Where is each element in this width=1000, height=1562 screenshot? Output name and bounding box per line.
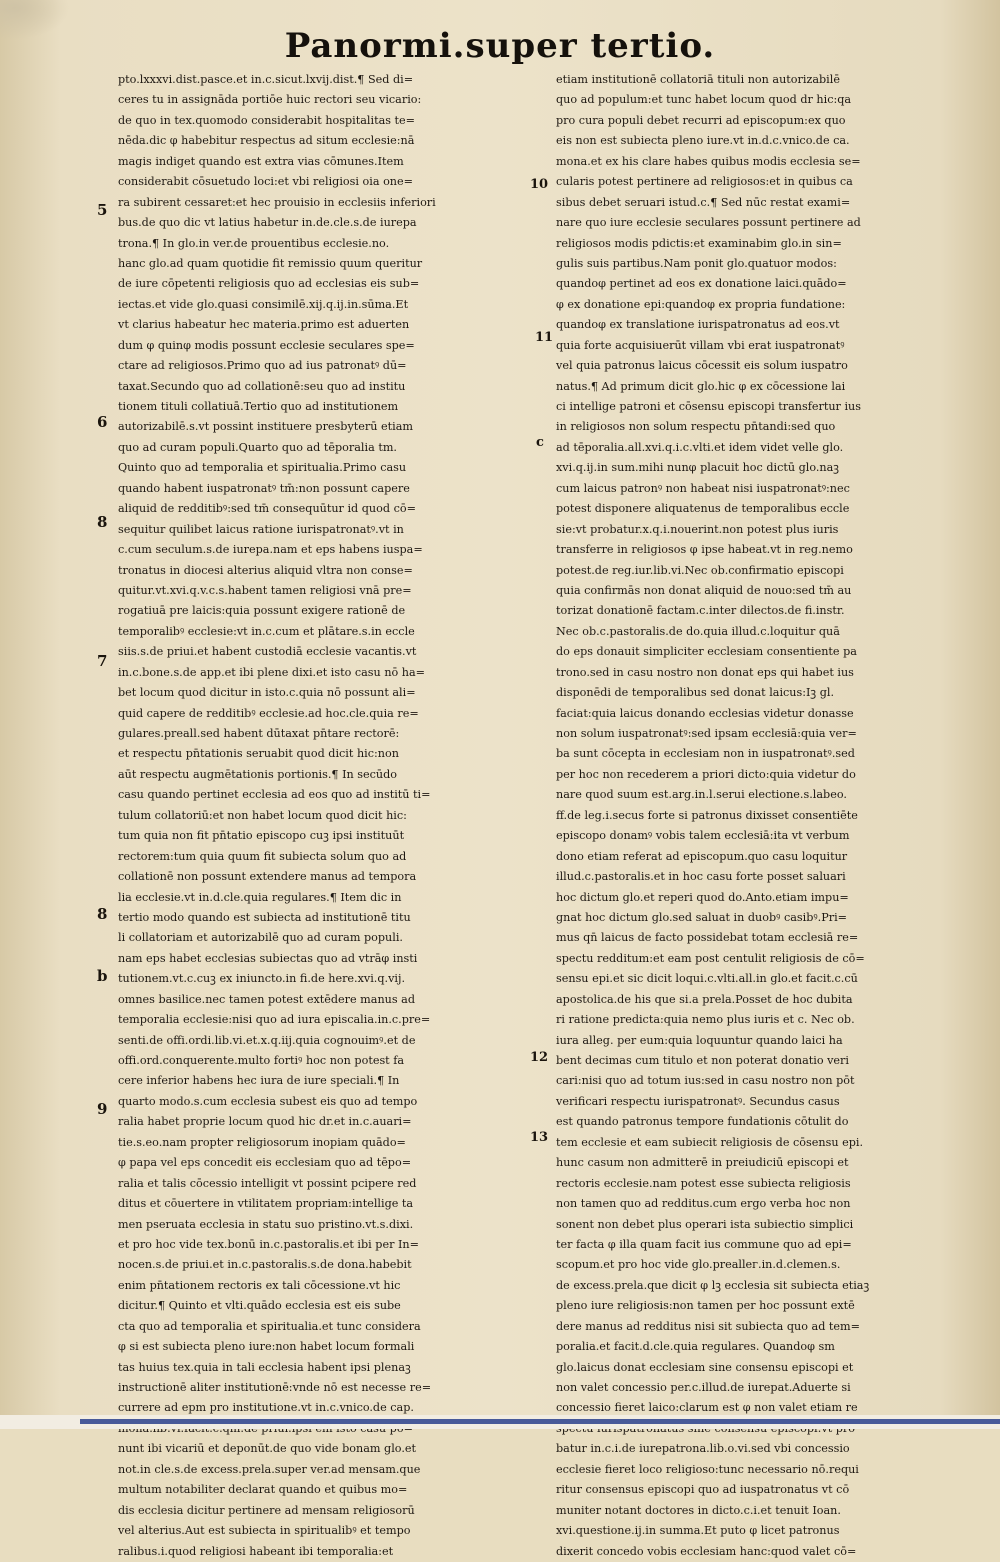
text-line: gulares.preall.sed habent dūtaxat pn̄tare rectorē: [118, 727, 400, 740]
text-line: φ papa vel eps concedit eis ecclesiam quo ad tēpo= [118, 1156, 412, 1170]
text-line: glo.laicus donat ecclesiam sine consensu episcopi et [556, 1360, 854, 1374]
text-line: quid capere de redditibꝰ ecclesie.ad hoc.cle.quia re= [118, 706, 419, 720]
text-line: non solum iuspatronatꝰ:sed ipsam ecclesiā:quia ver= [556, 727, 857, 740]
text-line: tem ecclesie et eam subiecit religiosis de cōsensu epi. [556, 1135, 864, 1149]
text-line: multum notabiliter declarat quando et quibus mo= [118, 1483, 408, 1497]
text-line: quitur.vt.xvi.q.v.c.s.habent tamen religiosi vnā pre= [118, 583, 412, 597]
text-line: transferre in religiosos φ ipse habeat.vt in reg.nemo [556, 543, 853, 557]
text-line: et respectu pn̄tationis seruabit quod dicit hic:non [118, 747, 399, 761]
text-line: senti.de offi.ordi.lib.vi.et.x.q.iij.quia cognouimꝰ.et de [118, 1033, 416, 1047]
text-line: tum quia non fit pn̄tatio episcopo cuꝫ ipsi instituūt [118, 829, 405, 843]
text-line: ecclesie fieret loco religioso:tunc necessario nō.requi [556, 1462, 859, 1476]
text-line: dere manus ad redditus nisi sit subiecta quo ad tem= [556, 1319, 861, 1333]
text-line: ralia et talis cōcessio intelligit vt possint pcipere red [118, 1176, 417, 1190]
text-line: sie:vt probatur.x.q.i.nouerint.non potest plus iuris [556, 522, 839, 536]
text-line: non valet concessio per.c.illud.de iurepat.Aduerte si [556, 1381, 851, 1394]
text-line: dis ecclesia dicitur pertinere ad mensam religiosorū [118, 1503, 415, 1517]
text-line: tutionem.vt.c.cuꝫ ex iniuncto.in fi.de here.xvi.q.vij. [118, 972, 406, 986]
text-line: currere ad epm pro institutione.vt in.c.vnico.de cap. [118, 1401, 414, 1415]
text-line: temporalibꝰ ecclesie:vt in.c.cum et plātare.s.in eccle [118, 624, 415, 638]
text-line: scopum.et pro hoc vide glo.preallег.in.d.clemen.s. [556, 1258, 841, 1272]
text-line: φ si est subiecta pleno iure:non habet locum formali [118, 1340, 415, 1354]
text-line: aliquid de redditibꝰ:sed tm̄ consequūtur id quod cō= [118, 502, 416, 516]
text-line: Nec ob.c.pastoralis.de do.quia illud.c.loquitur quā [556, 624, 840, 638]
text-line: bent decimas cum titulo et non poterat donatio veri [556, 1054, 849, 1067]
text-line: ra subirent cessaret:et hec prouisio in ecclesiis inferiori [118, 195, 436, 209]
text-line: quia forte acquisiuerūt villam vbi erat iuspatronatꝰ [556, 338, 845, 352]
text-line: rectoris ecclesie.nam potest esse subiecta religiosis [556, 1176, 851, 1190]
text-line: ba sunt cōcepta in ecclesiam non in iuspatronatꝰ.sed [556, 747, 855, 761]
text-line: sequitur quilibet laicus ratione iurispatronatꝰ.vt in [118, 522, 404, 536]
margin-letter: c [536, 435, 544, 450]
running-head: Panormi.super tertio. [284, 26, 716, 66]
text-line: lia ecclesie.vt in.d.cle.quia regulares.¶ Item dic in [118, 890, 402, 904]
margin-numeral: 11 [535, 330, 554, 345]
text-line: tas huius tex.quia in tali ecclesia habent ipsi plenaꝫ [118, 1360, 411, 1374]
text-line: de quo in tex.quomodo considerabit hospitalitas te= [118, 113, 416, 127]
text-line: tie.s.eo.nam propter religiosorum inopiam quādo= [118, 1135, 406, 1149]
text-line: omnes basilice.nec tamen potest extēdere manus ad [118, 992, 415, 1006]
margin-numeral: 8 [97, 905, 108, 923]
text-line: hanc glo.ad quam quotidie fit remissio quum queritur [118, 256, 423, 270]
text-line: nam eps habet ecclesias subiectas quo ad vtrāφ insti [118, 951, 418, 965]
text-line: considerabit cōsuetudo loci:et vbi religiosi oia one= [118, 175, 414, 189]
text-line: sibus debet seruari istud.c.¶ Sed nūc restat exami= [556, 195, 851, 209]
text-line: not.in cle.s.de excess.prela.super ver.ad mensam.que [118, 1462, 421, 1476]
text-line: trona.¶ In glo.in ver.de prouentibus ecclesie.no. [118, 236, 390, 250]
text-line: taxat.Secundo quo ad collationē:seu quo ad institu [118, 379, 406, 393]
text-line: natus.¶ Ad primum dicit glo.hic φ ex cōcessione lai [556, 379, 846, 393]
margin-numeral: 5 [97, 201, 108, 219]
text-line: de excess.prela.que dicit φ lꝫ ecclesia sit subiecta etiaꝫ [556, 1278, 870, 1292]
text-line: mus qn̄ laicus de facto possidebat totam ecclesiā re= [556, 931, 859, 945]
text-line: in.c.bone.s.de app.et ibi plene dixi.et isto casu nō ha= [118, 665, 426, 679]
text-line: nare quo iure ecclesie seculares possunt pertinere ad [556, 216, 861, 230]
text-line: cari:nisi quo ad totum ius:sed in casu nostro non pōt [556, 1074, 855, 1088]
text-line: poralia.et facit.d.cle.quia regulares. Quandoφ sm [556, 1340, 835, 1354]
text-line: cularis potest pertinere ad religiosos:et in quibus ca [556, 175, 853, 189]
text-line: quia confirmās non donat aliquid de nouo:sed tm̄ au [556, 583, 852, 597]
text-line: sensu epi.et sic dicit loqui.c.vlti.all.in glo.et facit.c.cū [556, 972, 858, 986]
text-line: cta quo ad temporalia et spiritualia.et tunc considera [118, 1319, 421, 1333]
text-line: tronatus in diocesi alterius aliquid vltra non conse= [118, 563, 413, 577]
text-line: xvi.q.ij.in sum.mihi nunφ placuit hoc dictū glo.naꝫ [556, 461, 840, 475]
text-line: quando habent iuspatronatꝰ tm̄:non possunt capere [118, 481, 410, 495]
text-line: trono.sed in casu nostro non donat eps qui habet ius [556, 665, 854, 679]
text-line: etiam institutionē collatoriā tituli non autorizabilē [556, 73, 840, 86]
text-line: do eps donauit simpliciter ecclesiam consentiente pa [556, 645, 857, 659]
text-line: bus.de quo dic vt latius habetur in.de.cle.s.de iurepa [118, 216, 417, 230]
text-line: hunc casum non admitterē in preiudiciū episcopi et [556, 1156, 849, 1170]
text-line: offi.ord.conquerente.multo fortiꝰ hoc non potest fa [118, 1054, 405, 1067]
text-line: quandoφ pertinet ad eos ex donatione laici.quādo= [556, 277, 847, 291]
text-line: casu quando pertinet ecclesia ad eos quo ad institū ti= [118, 788, 431, 802]
text-line: quandoφ ex translatione iurispatronatus ad eos.vt [556, 318, 840, 332]
text-line: temporalia ecclesie:nisi quo ad iura episcalia.in.c.pre= [118, 1013, 431, 1027]
text-line: nunt ibi vicariū et deponūt.de quo vide bonam glo.et [118, 1442, 416, 1456]
text-line: nocen.s.de priui.et in.c.pastoralis.s.de dona.habebit [118, 1258, 412, 1272]
margin-numeral: 6 [97, 413, 108, 431]
text-line: apostolica.de his que si.a prela.Posset de hoc dubita [556, 992, 853, 1006]
text-line: hoc dictum glo.et reperi quod do.Anto.etiam impu= [556, 890, 849, 904]
text-line: enim pn̄tationem rectoris ex tali cōcessione.vt hic [118, 1278, 401, 1292]
text-line: de iure cōpetenti religiosis quo ad ecclesias eis sub= [118, 277, 420, 291]
text-line: illud.c.pastoralis.et in hoc casu forte posset saluari [556, 870, 846, 884]
text-line: Quinto quo ad temporalia et spiritualia.Primo casu [118, 461, 407, 475]
text-line: pto.lxxxvi.dist.pasce.et in.c.sicut.lxvij.dist.¶ Sed di= [118, 73, 414, 86]
text-line: pleno iure religiosis:non tamen per hoc possunt extē [556, 1299, 855, 1313]
text-line: eis non est subiecta pleno iure.vt in.d.c.vnico.de ca. [556, 134, 850, 148]
text-line: dono etiam referat ad episcopum.quo casu loquitur [556, 849, 848, 863]
text-line: men pseruata ecclesia in statu suo pristino.vt.s.dixi. [118, 1217, 414, 1231]
text-line: spectu redditum:et eam post centulit religiosis de cō= [556, 951, 865, 965]
text-line: ri ratione predicta:quia nemo plus iuris et c. Nec ob. [556, 1013, 855, 1027]
text-line: quo ad populum:et tunc habet locum quod dr hic:qa [556, 93, 852, 107]
text-line: mona.et ex his clare habes quibus modis ecclesia se= [556, 154, 861, 168]
text-line: ci intellige patroni et cōsensu episcopi transfertur ius [556, 400, 861, 413]
margin-numeral: 7 [97, 652, 108, 670]
text-line: per hoc non recederem a priori dicto:quia videtur do [556, 767, 856, 781]
text-line: vel alterius.Aut est subiecta in spiritualibꝰ et tempo [118, 1524, 411, 1538]
text-line: potest disponere aliquatenus de temporalibus eccle [556, 502, 850, 516]
text-line: vt clarius habeatur hec materia.primo est aduerten [118, 318, 410, 332]
page-bottom-edge [0, 1415, 1000, 1429]
text-line: ff.de leg.i.secus forte si patronus dixisset consentiēte [556, 808, 858, 822]
text-line: verificari respectu iurispatronatꝰ. Secundus casus [556, 1094, 840, 1108]
text-line: in religiosos non solum respectu pn̄tandi:sed quo [556, 420, 836, 434]
margin-letter: b [97, 967, 108, 985]
margin-numeral: 12 [530, 1050, 549, 1065]
text-line: ditus et cōuertere in vtilitatem propriam:intellige ta [118, 1197, 414, 1211]
left-text-column [118, 70, 530, 1558]
text-line: concessio fieret laico:clarum est φ non valet etiam re [556, 1401, 858, 1415]
text-line: nēda.dic φ habebitur respectus ad situm ecclesie:nā [118, 134, 415, 148]
text-line: aūt respectu augmētationis portionis.¶ In secūdo [118, 767, 397, 781]
text-line: iectas.et vide glo.quasi consimilē.xij.q.ij.in.sūma.Et [118, 297, 409, 311]
margin-numeral: 8 [97, 513, 108, 531]
text-line: magis indiget quando est extra vias cōmunes.Item [118, 154, 404, 168]
text-line: xvi.questione.ij.in summa.Et puto φ licet patronus [556, 1524, 840, 1538]
text-line: tertio modo quando est subiecta ad institutionē titu [118, 910, 411, 924]
text-line: tionem tituli collatiuā.Tertio quo ad institutionem [118, 400, 399, 413]
text-line: bet locum quod dicitur in isto.c.quia nō possunt ali= [118, 686, 416, 700]
text-line: ctare ad religiosos.Primo quo ad ius patronatꝰ dū= [118, 359, 407, 373]
right-text-column [556, 70, 980, 1558]
text-line: dicitur.¶ Quinto et vlti.quādo ecclesia est eis sube [118, 1299, 401, 1313]
text-line: muniter notant doctores in dicto.c.i.et tenuit Ioan. [556, 1503, 841, 1517]
text-line: collationē non possunt extendere manus ad tempora [118, 870, 417, 884]
text-line: ad tēporalia.all.xvi.q.i.c.vlti.et idem videt velle glo. [556, 440, 844, 454]
text-line: episcopo donamꝰ vobis talem ecclesiā:ita vt verbum [556, 829, 850, 843]
text-line: gnat hoc dictum glo.sed saluat in duobꝰ casibꝰ.Pri= [556, 910, 848, 924]
text-line: torizat donationē factam.c.inter dilectos.de fi.instr. [556, 604, 845, 618]
text-line: dum φ quinφ modis possunt ecclesie seculares spe= [118, 338, 415, 352]
text-line: φ ex donatione epi:quandoφ ex propria fundatione: [556, 297, 846, 311]
text-line: cum laicus patronꝰ non habeat nisi iuspatronatꝰ:nec [556, 481, 850, 495]
text-line: sonent non debet plus operari ista subiectio simplici [556, 1217, 854, 1231]
text-line: instructionē aliter institutionē:vnde nō est necesse re= [118, 1381, 432, 1394]
text-line: faciat:quia laicus donando ecclesias videtur donasse [556, 706, 854, 720]
text-line: ritur consensus episcopi quo ad iuspatronatus vt cō [556, 1483, 850, 1497]
text-line: non tamen quo ad redditus.cum ergo verba hoc non [556, 1197, 851, 1211]
text-line: cere inferior habens hec iura de iure speciali.¶ In [118, 1074, 400, 1088]
text-line: rogatiuā pre laicis:quia possunt exigere rationē de [118, 604, 406, 618]
text-line: pro cura populi debet recurri ad episcopum:ex quo [556, 113, 846, 127]
text-line: nare quod suum est.arg.in.l.serui electione.s.labeo. [556, 788, 847, 802]
margin-numeral: 9 [97, 1100, 108, 1118]
blue-edge-strip [80, 1419, 1000, 1424]
text-line: batur in.c.i.de iurepatrona.lib.o.vi.sed vbi concessio [556, 1442, 850, 1456]
text-line: est quando patronus tempore fundationis cōtulit do [556, 1115, 849, 1129]
text-line: dixerit concedo vobis ecclesiam hanc:quod valet cō= [556, 1544, 857, 1558]
margin-numeral: 10 [530, 177, 549, 192]
text-line: religiosos modis pdictis:et examinabim glo.in sin= [556, 236, 842, 250]
text-line: ralibus.i.quod religiosi habeant ibi temporalia:et [118, 1544, 394, 1558]
text-line: tulum collatoriū:et non habet locum quod dicit hic: [118, 808, 407, 822]
text-line: et pro hoc vide tex.bonū in.c.pastoralis.et ibi per In= [118, 1237, 419, 1251]
text-line: disponēdi de temporalibus sed donat laicus:Iꝫ gl. [556, 686, 834, 700]
text-line: potest.de reg.iur.lib.vi.Nec ob.confirmatio episcopi [556, 563, 844, 577]
text-line: gulis suis partibus.Nam ponit glo.quatuor modos: [556, 256, 837, 270]
margin-numeral: 13 [530, 1130, 549, 1145]
text-line: iura alleg. per eum:quia loquuntur quando laici ha [556, 1033, 843, 1047]
text-line: quo ad curam populi.Quarto quo ad tēporalia tm. [118, 440, 397, 454]
text-line: li collatoriam et autorizabilē quo ad curam populi. [118, 931, 403, 945]
text-line: vel quia patronus laicus cōcessit eis solum iuspatro [556, 359, 848, 373]
text-line: c.cum seculum.s.de iurepa.nam et eps habens iuspa= [118, 543, 423, 557]
text-line: ceres tu in assignāda portiōe huic rectori seu vicario: [118, 93, 422, 107]
text-line: ter facta φ illa quam facit ius commune quo ad epi= [556, 1237, 852, 1251]
text-line: quarto modo.s.cum ecclesia subest eis quo ad tempo [118, 1094, 418, 1108]
text-line: siis.s.de priui.et habent custodiā ecclesie vacantis.vt [118, 645, 417, 659]
text-line: rectorem:tum quia quum fit subiecta solum quo ad [118, 849, 407, 863]
text-line: ralia habet proprie locum quod hic dr.et in.c.auari= [118, 1115, 412, 1129]
text-line: autorizabilē.s.vt possint instituere presbyterū etiam [118, 420, 413, 434]
